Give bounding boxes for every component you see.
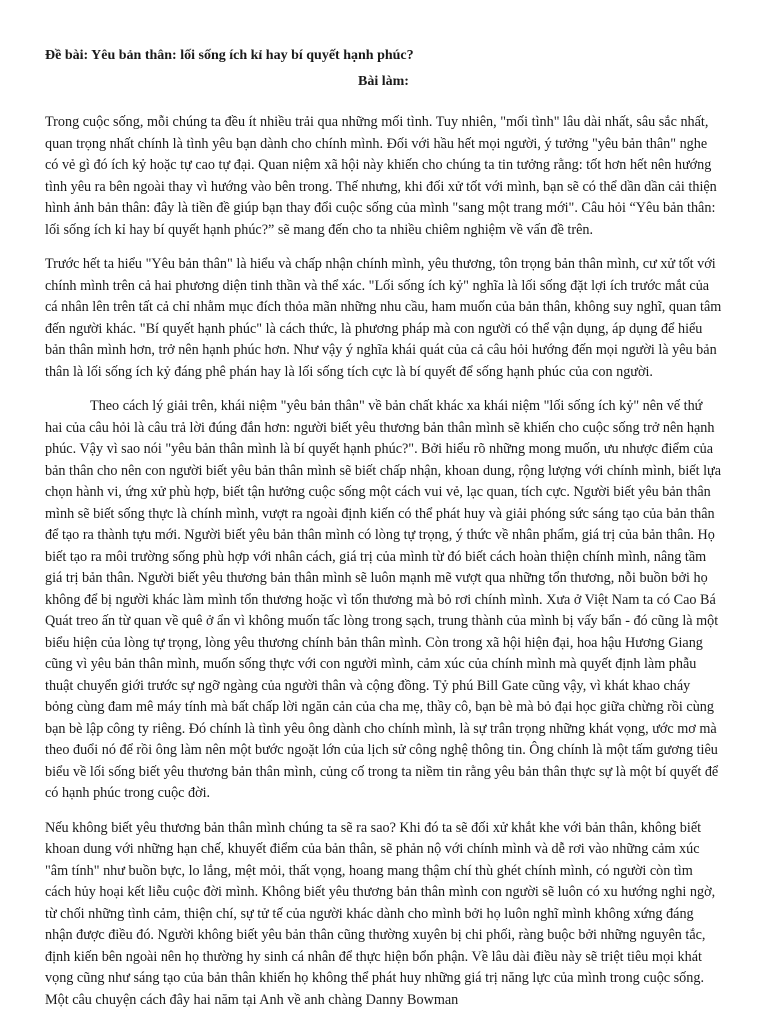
paragraph-definition: Trước hết ta hiểu "Yêu bản thân" là hiểu và chấp nhận chính mình, yêu thương, tôn trọng bản thân mình, cư xử tốt với chính mình trên cả hai phương diện tinh thần và thể xác. "Lối sống ích kỷ" nghĩa là lối sống đặt lợi ích trước mắt của cá nhân lên trên tất cả chỉ nhằm mục đích thỏa mãn những nhu cầu, ham muốn của bản thân, không suy nghĩ, quan tâm đến người khác. "Bí quyết hạnh phúc" là cách thức, là phương pháp mà con người có thể vận dụng, áp dụng để hiểu bản thân mình hơn, trở nên hạnh phúc hơn. Như vậy ý nghĩa khái quát của cả câu hỏi hướng đến mọi người là yêu bản thân là lối sống ích kỷ đáng phê phán hay là lối sống tích cực là bí quyết để sống hạnh phúc của con người. [45,256,722,380]
paragraph-intro: Trong cuộc sống, mỗi chúng ta đều ít nhiều trải qua những mối tình. Tuy nhiên, "mối tình" lâu dài nhất, sâu sắc nhất, quan trọng nhất chính là tình yêu bạn dành cho chính mình. Đối với hầu hết mọi người, ý tưởng "yêu bản thân" nghe có vẻ gì đó ích kỷ hoặc tự cao tự đại. Quan niệm xã hội này khiến cho chúng ta tin tưởng rằng: tốt hơn hết nên hướng tình yêu ra bên ngoài thay vì hướng vào bên trong. Thế nhưng, khi đối xử tốt với mình, bạn sẽ có thể dần dần cải thiện hình ảnh bản thân: đây là tiền đề giúp bạn thay đổi cuộc sống của mình "sang một trang mới". Câu hỏi “Yêu bản thân: lối sống ích kỉ hay bí quyết hạnh phúc?” sẽ mang đến cho ta nhiều chiêm nghiệm về vấn đề trên. [45,114,717,238]
document-subtitle: Bài làm: [358,74,409,89]
document-page [45,46,722,1024]
document-title: Đề bài: Yêu bản thân: lối sống ích kỉ hay bí quyết hạnh phúc? [45,48,414,63]
paragraph-argument: Theo cách lý giải trên, khái niệm "yêu bản thân" về bản chất khác xa khái niệm "lối sống ích kỷ" nên vế thứ hai của câu hỏi là câu trả lời đúng đắn hơn: người biết yêu thương bản thân mình sẽ khiến cho cuộc sống trở nên hạnh phúc. Vậy vì sao nói "yêu bản thân mình là bí quyết hạnh phúc?". Bởi hiểu rõ những mong muốn, ưu nhược điểm của bản thân cho nên con người biết yêu bản thân mình sẽ biết chấp nhận, khoan dung, rộng lượng với chính mình, biết lựa chọn hành vi, ứng xử phù hợp, biết tận hưởng cuộc sống một cách vui vẻ, lạc quan, tích cực. Người biết yêu bản thân mình sẽ biết sống thực là chính mình, vượt ra ngoài định kiến có thể phát huy và giải phóng sức sáng tạo của bản thân để tạo ra thành tựu mới. Người biết yêu bản thân mình có lòng tự trọng, ý thức về nhân phẩm, giá trị của bản thân. Họ biết tạo ra môi trường sống phù hợp với nhân cách, giá trị của mình từ đó biết cách hoàn thiện chính mình, nâng tầm giá trị bản thân. Người biết yêu thương bản thân mình sẽ luôn mạnh mẽ vượt qua những tổn thương, nỗi buồn bởi họ không để bị người khác làm mình tổn thương hoặc vì tổn thương mà bỏ rơi chính mình. Xưa ở Việt Nam ta có Cao Bá Quát treo ấn từ quan về quê ở ẩn vì không muốn tấc lòng trong sạch, trung thành của mình bị vấy bẩn - đó cũng là một biểu hiện của lòng tự trọng, lòng yêu thương chính bản thân mình. Còn trong xã hội hiện đại, hoa hậu Hương Giang cũng vì yêu bản thân mình, muốn sống thực với con người mình, cảm xúc của chính mình mà quyết định làm phẫu thuật chuyển giới trước sự ngỡ ngàng của người thân và cộng đồng. Tỷ phú Bill Gate cũng vậy, vì khát khao cháy bỏng cùng đam mê máy tính mà bất chấp lời ngăn cản của cha mẹ, thầy cô, bạn bè mà bỏ đại học giữa chừng rồi cùng bạn bè lập công ty riêng. Đó chính là tình yêu ông dành cho chính mình, là sự trân trọng những khát vọng, ước mơ mà theo đuổi nó để rồi ông làm nên một bước ngoặt lớn của lịch sử công nghệ thông tin. Ông chính là một tấm gương tiêu biểu về lối sống biết yêu thương bản thân mình, củng cố trong ta niềm tin rằng yêu bản thân thực sự là một bí quyết để có hạnh phúc trong cuộc đời. [45,398,721,801]
paragraph-counterpoint: Nếu không biết yêu thương bản thân mình chúng ta sẽ ra sao? Khi đó ta sẽ đối xử khắt khe với bản thân, không biết khoan dung với những hạn chế, khuyết điểm của bản thân, sẽ phản nộ với chính mình và dễ rơi vào những cảm xúc "âm tính" như buồn bực, lo lắng, mệt mỏi, thất vọng, hoang mang thậm chí thù ghét chính mình, có người còn tìm cách hủy hoại kết liễu cuộc đời mình. Không biết yêu thương bản thân mình con người sẽ luôn có xu hướng nghi ngờ, từ chối những tình cảm, thiện chí, sự tử tế của người khác dành cho mình bởi họ luôn nghĩ mình không xứng đáng nhận được điều đó. Người không biết yêu bản thân cũng thường xuyên bị chi phối, ràng buộc bởi những nguyên tắc, định kiến bên ngoài nên họ thường hy sinh cá nhân để thực hiện bổn phận. Về lâu dài điều này sẽ triệt tiêu mọi khát vọng cũng như sáng tạo của bản thân khiến họ không thể phát huy những giá trị năng lực của mình trong cuộc sống. Một câu chuyện cách đây hai năm tại Anh về anh chàng Danny Bowman [45,819,716,1008]
